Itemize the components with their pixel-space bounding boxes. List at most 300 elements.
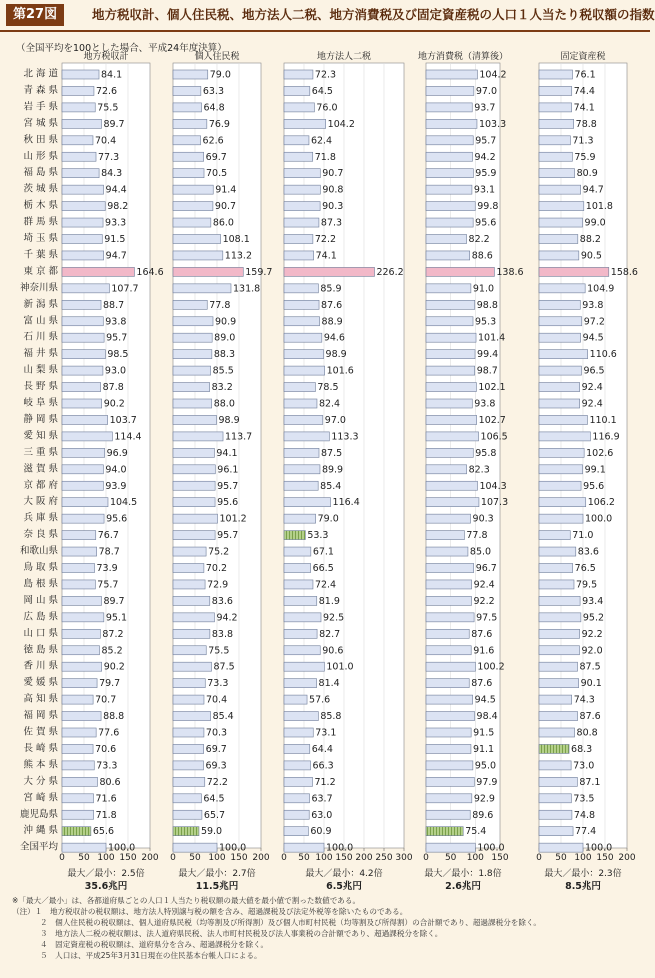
data-label: 100.0: [108, 842, 136, 854]
bar: [62, 267, 134, 276]
bar: [539, 399, 580, 408]
row-label: 山 梨 県: [23, 364, 58, 376]
bar: [284, 564, 311, 573]
data-label: 103.3: [478, 118, 507, 130]
row-label: 香 川 県: [23, 660, 58, 672]
row-label: 大 阪 府: [23, 496, 58, 508]
data-label: 89.7: [103, 118, 125, 130]
bar: [173, 794, 201, 803]
bar: [62, 481, 103, 490]
data-label: 88.8: [103, 711, 125, 723]
bar: [426, 679, 469, 688]
data-label: 57.6: [309, 694, 331, 706]
bar: [539, 629, 580, 638]
bar: [173, 662, 212, 671]
bar: [173, 498, 215, 507]
data-label: 102.1: [478, 382, 506, 394]
bar: [426, 465, 467, 474]
data-label: 63.3: [202, 85, 225, 97]
bar: [173, 251, 223, 260]
data-label: 90.7: [214, 201, 237, 213]
row-label: 神奈川県: [19, 282, 58, 294]
row-label: 奈 良 県: [23, 529, 58, 541]
data-label: 100.0: [585, 842, 613, 854]
data-label: 95.1: [105, 612, 128, 624]
bar: [62, 317, 103, 326]
tick-label: 150: [596, 853, 614, 863]
data-label: 53.3: [307, 530, 329, 542]
data-label: 70.4: [94, 135, 117, 147]
data-label: 79.7: [99, 678, 121, 690]
data-label: 81.4: [318, 678, 340, 690]
data-label: 99.8: [477, 201, 499, 213]
row-label: 福 井 県: [23, 348, 58, 360]
tick-label: 200: [141, 853, 159, 863]
data-label: 71.0: [572, 530, 594, 542]
data-label: 74.1: [315, 250, 337, 262]
bar: [426, 596, 471, 605]
data-label: 90.3: [472, 513, 494, 525]
tick-label: 50: [444, 853, 457, 863]
data-label: 79.0: [317, 513, 339, 525]
bar: [173, 695, 204, 704]
data-label: 104.2: [327, 118, 355, 130]
bar: [62, 794, 94, 803]
data-label: 100.0: [326, 842, 354, 854]
data-label: 100.0: [219, 842, 247, 854]
tick-label: 250: [375, 853, 393, 863]
bar: [62, 827, 91, 836]
row-label: 滋 賀 県: [23, 463, 58, 475]
bar: [284, 218, 319, 227]
bar: [284, 103, 314, 112]
row-label: 島 根 県: [23, 578, 58, 590]
data-label: 64.5: [311, 85, 333, 97]
data-label: 93.9: [105, 480, 127, 492]
data-label: 73.3: [96, 760, 118, 772]
data-label: 101.2: [219, 513, 247, 525]
bar: [426, 317, 473, 326]
tick-label: 300: [395, 853, 413, 863]
data-label: 87.2: [102, 628, 124, 640]
row-label: 栃 木 県: [23, 200, 58, 212]
series-title: 地方税収計: [83, 52, 129, 62]
data-label: 103.7: [109, 414, 137, 426]
data-label: 98.9: [325, 349, 347, 361]
data-label: 80.8: [576, 727, 598, 739]
bar: [426, 481, 477, 490]
data-label: 107.3: [480, 497, 509, 509]
bar: [284, 70, 313, 79]
data-label: 93.7: [474, 102, 496, 114]
data-label: 90.8: [322, 184, 344, 196]
data-label: 92.4: [581, 398, 603, 410]
data-label: 63.7: [311, 793, 333, 805]
data-label: 93.8: [105, 316, 127, 328]
bar: [539, 662, 578, 671]
tick-label: 100: [208, 853, 226, 863]
series-title: 地方消費税（清算後）: [417, 52, 509, 62]
data-label: 70.5: [206, 168, 228, 180]
row-label: 徳 島 県: [23, 644, 58, 656]
bar: [62, 580, 95, 589]
data-label: 94.6: [323, 332, 345, 344]
bar: [284, 481, 318, 490]
data-label: 83.6: [577, 546, 599, 558]
tick-label: 200: [355, 853, 373, 863]
bar: [62, 564, 95, 573]
bar: [426, 350, 475, 359]
bar: [426, 580, 472, 589]
bar: [426, 810, 470, 819]
bar: [62, 465, 103, 474]
data-label: 79.5: [575, 579, 598, 591]
data-label: 158.6: [610, 266, 638, 278]
data-label: 74.8: [573, 809, 596, 821]
bar: [539, 86, 572, 95]
data-label: 69.7: [205, 151, 227, 163]
bar: [426, 761, 473, 770]
row-label: 京 都 府: [23, 479, 58, 491]
bar: [539, 432, 590, 441]
data-label: 95.6: [217, 497, 239, 509]
data-label: 64.4: [311, 743, 333, 755]
bar: [173, 136, 201, 145]
bar: [426, 498, 479, 507]
row-label: 岐 阜 県: [23, 397, 58, 409]
data-label: 91.5: [104, 234, 126, 245]
bar: [173, 712, 211, 721]
bar: [284, 744, 310, 753]
bar: [539, 448, 584, 457]
data-label: 69.3: [205, 760, 227, 772]
data-label: 66.3: [312, 760, 334, 772]
bar: [539, 333, 581, 342]
bar: [173, 744, 204, 753]
data-label: 89.0: [214, 332, 236, 344]
bar: [284, 629, 317, 638]
data-label: 70.4: [205, 694, 228, 706]
row-label: 佐 賀 県: [23, 726, 58, 738]
row-label: 鳥 取 県: [23, 562, 58, 573]
data-label: 94.7: [105, 250, 127, 262]
row-label: 富 山 県: [23, 315, 58, 327]
data-label: 68.3: [571, 743, 593, 755]
data-label: 95.8: [475, 447, 497, 459]
bar: [173, 415, 217, 424]
bar: [284, 202, 320, 211]
series-title: 固定資産税: [560, 52, 606, 62]
bar: [173, 284, 231, 293]
data-label: 91.1: [472, 743, 495, 755]
bar: [62, 761, 94, 770]
data-label: 75.5: [97, 102, 119, 114]
data-label: 98.2: [107, 201, 129, 213]
row-label: 埼 玉 県: [23, 233, 58, 244]
data-label: 92.0: [581, 645, 603, 657]
data-label: 95.0: [474, 760, 497, 772]
bar: [426, 399, 472, 408]
data-label: 85.0: [469, 546, 492, 558]
data-label: 90.9: [214, 316, 237, 328]
data-label: 94.1: [216, 447, 238, 459]
data-label: 71.6: [95, 793, 117, 805]
row-label: 宮 城 県: [23, 117, 58, 129]
row-label: 静 岡 県: [23, 413, 58, 425]
tick-label: 150: [335, 853, 353, 863]
bar: [62, 350, 105, 359]
data-label: 104.3: [479, 480, 507, 492]
data-label: 77.6: [98, 727, 120, 739]
bar: [426, 448, 473, 457]
bar: [173, 547, 206, 556]
total-label: 11.5兆円: [195, 881, 239, 892]
bar: [284, 761, 311, 770]
data-label: 72.6: [95, 85, 118, 97]
bar: [426, 794, 472, 803]
data-label: 100.0: [585, 513, 613, 525]
data-label: 88.0: [213, 398, 235, 410]
bar: [539, 679, 579, 688]
data-label: 87.6: [579, 711, 601, 723]
data-label: 104.5: [109, 497, 138, 509]
data-label: 82.3: [468, 464, 490, 476]
row-label: 群 馬 県: [23, 216, 58, 228]
data-label: 93.0: [104, 365, 127, 377]
data-label: 87.6: [321, 299, 343, 311]
bar: [539, 383, 580, 392]
data-label: 83.8: [211, 628, 234, 640]
bar: [426, 547, 468, 556]
bar: [539, 202, 584, 211]
data-label: 97.5: [476, 612, 498, 624]
bar: [284, 810, 309, 819]
bar: [426, 827, 463, 836]
bar: [284, 679, 317, 688]
bar: [284, 383, 315, 392]
bar: [173, 70, 208, 79]
bar: [284, 646, 320, 655]
data-label: 93.4: [582, 595, 604, 607]
bar: [62, 531, 96, 540]
bar: [173, 333, 212, 342]
data-label: 87.6: [471, 628, 493, 640]
data-label: 98.7: [476, 365, 498, 377]
data-label: 67.1: [312, 546, 334, 558]
bar: [62, 695, 93, 704]
footnote-4: ４ 固定資産税の税収額は、道府県分を含み、超過課税分を除く。: [40, 940, 269, 949]
data-label: 113.3: [331, 431, 359, 443]
bar: [426, 103, 472, 112]
bar: [539, 152, 572, 161]
bar: [284, 498, 331, 507]
data-label: 100.2: [477, 661, 505, 673]
tick-label: 50: [555, 853, 567, 863]
bar: [539, 300, 580, 309]
bar: [539, 843, 583, 852]
data-label: 94.5: [474, 694, 496, 706]
data-label: 95.9: [475, 168, 497, 180]
bar: [62, 218, 103, 227]
data-label: 110.1: [589, 414, 617, 426]
row-label: 三 重 県: [23, 446, 58, 458]
bar: [173, 86, 201, 95]
data-label: 71.3: [572, 135, 594, 147]
bar: [173, 350, 212, 359]
bar: [284, 662, 324, 671]
total-label: 6.5兆円: [326, 881, 362, 892]
data-label: 85.4: [212, 711, 234, 723]
data-label: 65.7: [203, 809, 226, 821]
data-label: 94.2: [474, 151, 496, 163]
bar: [284, 827, 308, 836]
bar: [284, 432, 329, 441]
data-label: 91.6: [473, 645, 495, 657]
row-label: 北 海 道: [23, 68, 58, 80]
data-label: 69.7: [205, 743, 227, 755]
bar: [539, 169, 575, 178]
footnote-5: ５ 人口は、平成25年3月31日現在の住民基本台帳人口による。: [40, 951, 262, 960]
bar: [173, 646, 206, 655]
bar: [539, 794, 571, 803]
bar: [284, 695, 307, 704]
data-label: 93.8: [474, 398, 496, 410]
data-label: 77.8: [466, 530, 488, 542]
row-label: 千 葉 県: [23, 249, 58, 261]
bar: [284, 843, 324, 852]
data-label: 101.8: [585, 201, 613, 213]
data-label: 88.9: [321, 316, 343, 328]
data-label: 88.7: [103, 299, 125, 311]
data-label: 76.1: [574, 69, 596, 81]
bar: [284, 596, 317, 605]
data-label: 78.5: [317, 382, 339, 394]
data-label: 82.7: [319, 628, 341, 640]
data-label: 114.4: [114, 431, 142, 443]
data-label: 79.0: [209, 69, 231, 81]
row-label: 青 森 県: [23, 84, 58, 96]
bar: [62, 514, 104, 523]
row-label: 和歌山県: [19, 545, 58, 557]
bar: [173, 300, 207, 309]
data-label: 74.3: [573, 694, 595, 706]
bar: [173, 810, 202, 819]
data-label: 87.5: [321, 447, 343, 459]
tick-label: 50: [298, 853, 310, 863]
bar: [62, 333, 104, 342]
row-label: 岩 手 県: [23, 101, 58, 113]
tick-label: 150: [119, 853, 137, 863]
bar: [539, 761, 571, 770]
data-label: 106.2: [587, 497, 615, 509]
tick-label: 0: [423, 853, 429, 863]
bar: [426, 136, 473, 145]
data-label: 96.1: [217, 464, 239, 476]
data-label: 164.6: [136, 266, 164, 278]
data-label: 92.2: [473, 595, 495, 607]
bar: [173, 596, 210, 605]
bar: [539, 218, 583, 227]
data-label: 92.4: [581, 382, 603, 394]
bar: [539, 317, 582, 326]
row-label: 愛 知 県: [23, 430, 58, 442]
data-label: 90.1: [580, 678, 602, 690]
tick-label: 200: [618, 853, 636, 863]
bar: [539, 70, 572, 79]
data-label: 113.7: [225, 431, 253, 443]
bar: [284, 317, 320, 326]
data-label: 87.8: [102, 382, 124, 394]
data-label: 95.3: [475, 316, 497, 328]
data-label: 88.2: [579, 234, 601, 245]
data-label: 97.0: [324, 414, 346, 426]
bar: [62, 399, 102, 408]
bar: [62, 646, 99, 655]
data-label: 95.7: [106, 332, 128, 344]
chart-note: （全国平均を100とした場合、平成24年度決算）: [16, 43, 227, 54]
data-label: 92.2: [581, 628, 603, 640]
data-label: 73.5: [573, 793, 595, 805]
bar: [62, 613, 104, 622]
bar: [426, 235, 467, 244]
data-label: 88.3: [213, 349, 236, 361]
bar: [539, 695, 572, 704]
data-label: 70.6: [95, 743, 117, 755]
tick-label: 50: [78, 853, 90, 863]
bar: [62, 629, 100, 638]
row-label: 茨 城 県: [23, 183, 58, 195]
row-label: 山 形 県: [23, 150, 58, 162]
data-label: 82.4: [318, 398, 341, 410]
bar: [539, 827, 573, 836]
bar: [173, 629, 210, 638]
data-label: 92.9: [473, 793, 495, 805]
bar: [539, 498, 586, 507]
bar: [173, 580, 205, 589]
bar: [173, 317, 213, 326]
data-label: 92.4: [473, 579, 495, 591]
data-label: 72.4: [314, 579, 337, 591]
bar: [426, 152, 472, 161]
footnote-3: ３ 地方法人二税の税収額は、法人道府県民税、法人市町村民税及び法人事業税の合計額であり、超過課税分を除く。: [40, 929, 443, 938]
data-label: 85.9: [320, 283, 342, 295]
data-label: 75.9: [574, 151, 596, 163]
bar: [173, 448, 214, 457]
data-label: 94.2: [216, 612, 238, 624]
ratio-label: 最大／最小：4.2倍: [305, 869, 383, 879]
data-label: 74.4: [573, 85, 595, 97]
data-label: 95.7: [475, 135, 497, 147]
bar: [173, 613, 214, 622]
data-label: 77.4: [575, 826, 597, 838]
data-label: 95.2: [582, 612, 605, 624]
bar: [539, 580, 574, 589]
data-label: 87.3: [320, 217, 343, 229]
bar: [62, 152, 96, 161]
data-label: 73.1: [315, 727, 337, 739]
bar: [284, 465, 320, 474]
data-label: 96.5: [583, 365, 605, 377]
bar: [62, 119, 101, 128]
data-label: 94.0: [105, 464, 127, 476]
data-label: 77.8: [209, 299, 231, 311]
data-label: 138.6: [496, 266, 524, 278]
data-label: 73.9: [96, 563, 118, 574]
data-label: 226.2: [376, 266, 404, 278]
bar: [173, 366, 211, 375]
bar: [284, 333, 322, 342]
bar: [62, 383, 101, 392]
